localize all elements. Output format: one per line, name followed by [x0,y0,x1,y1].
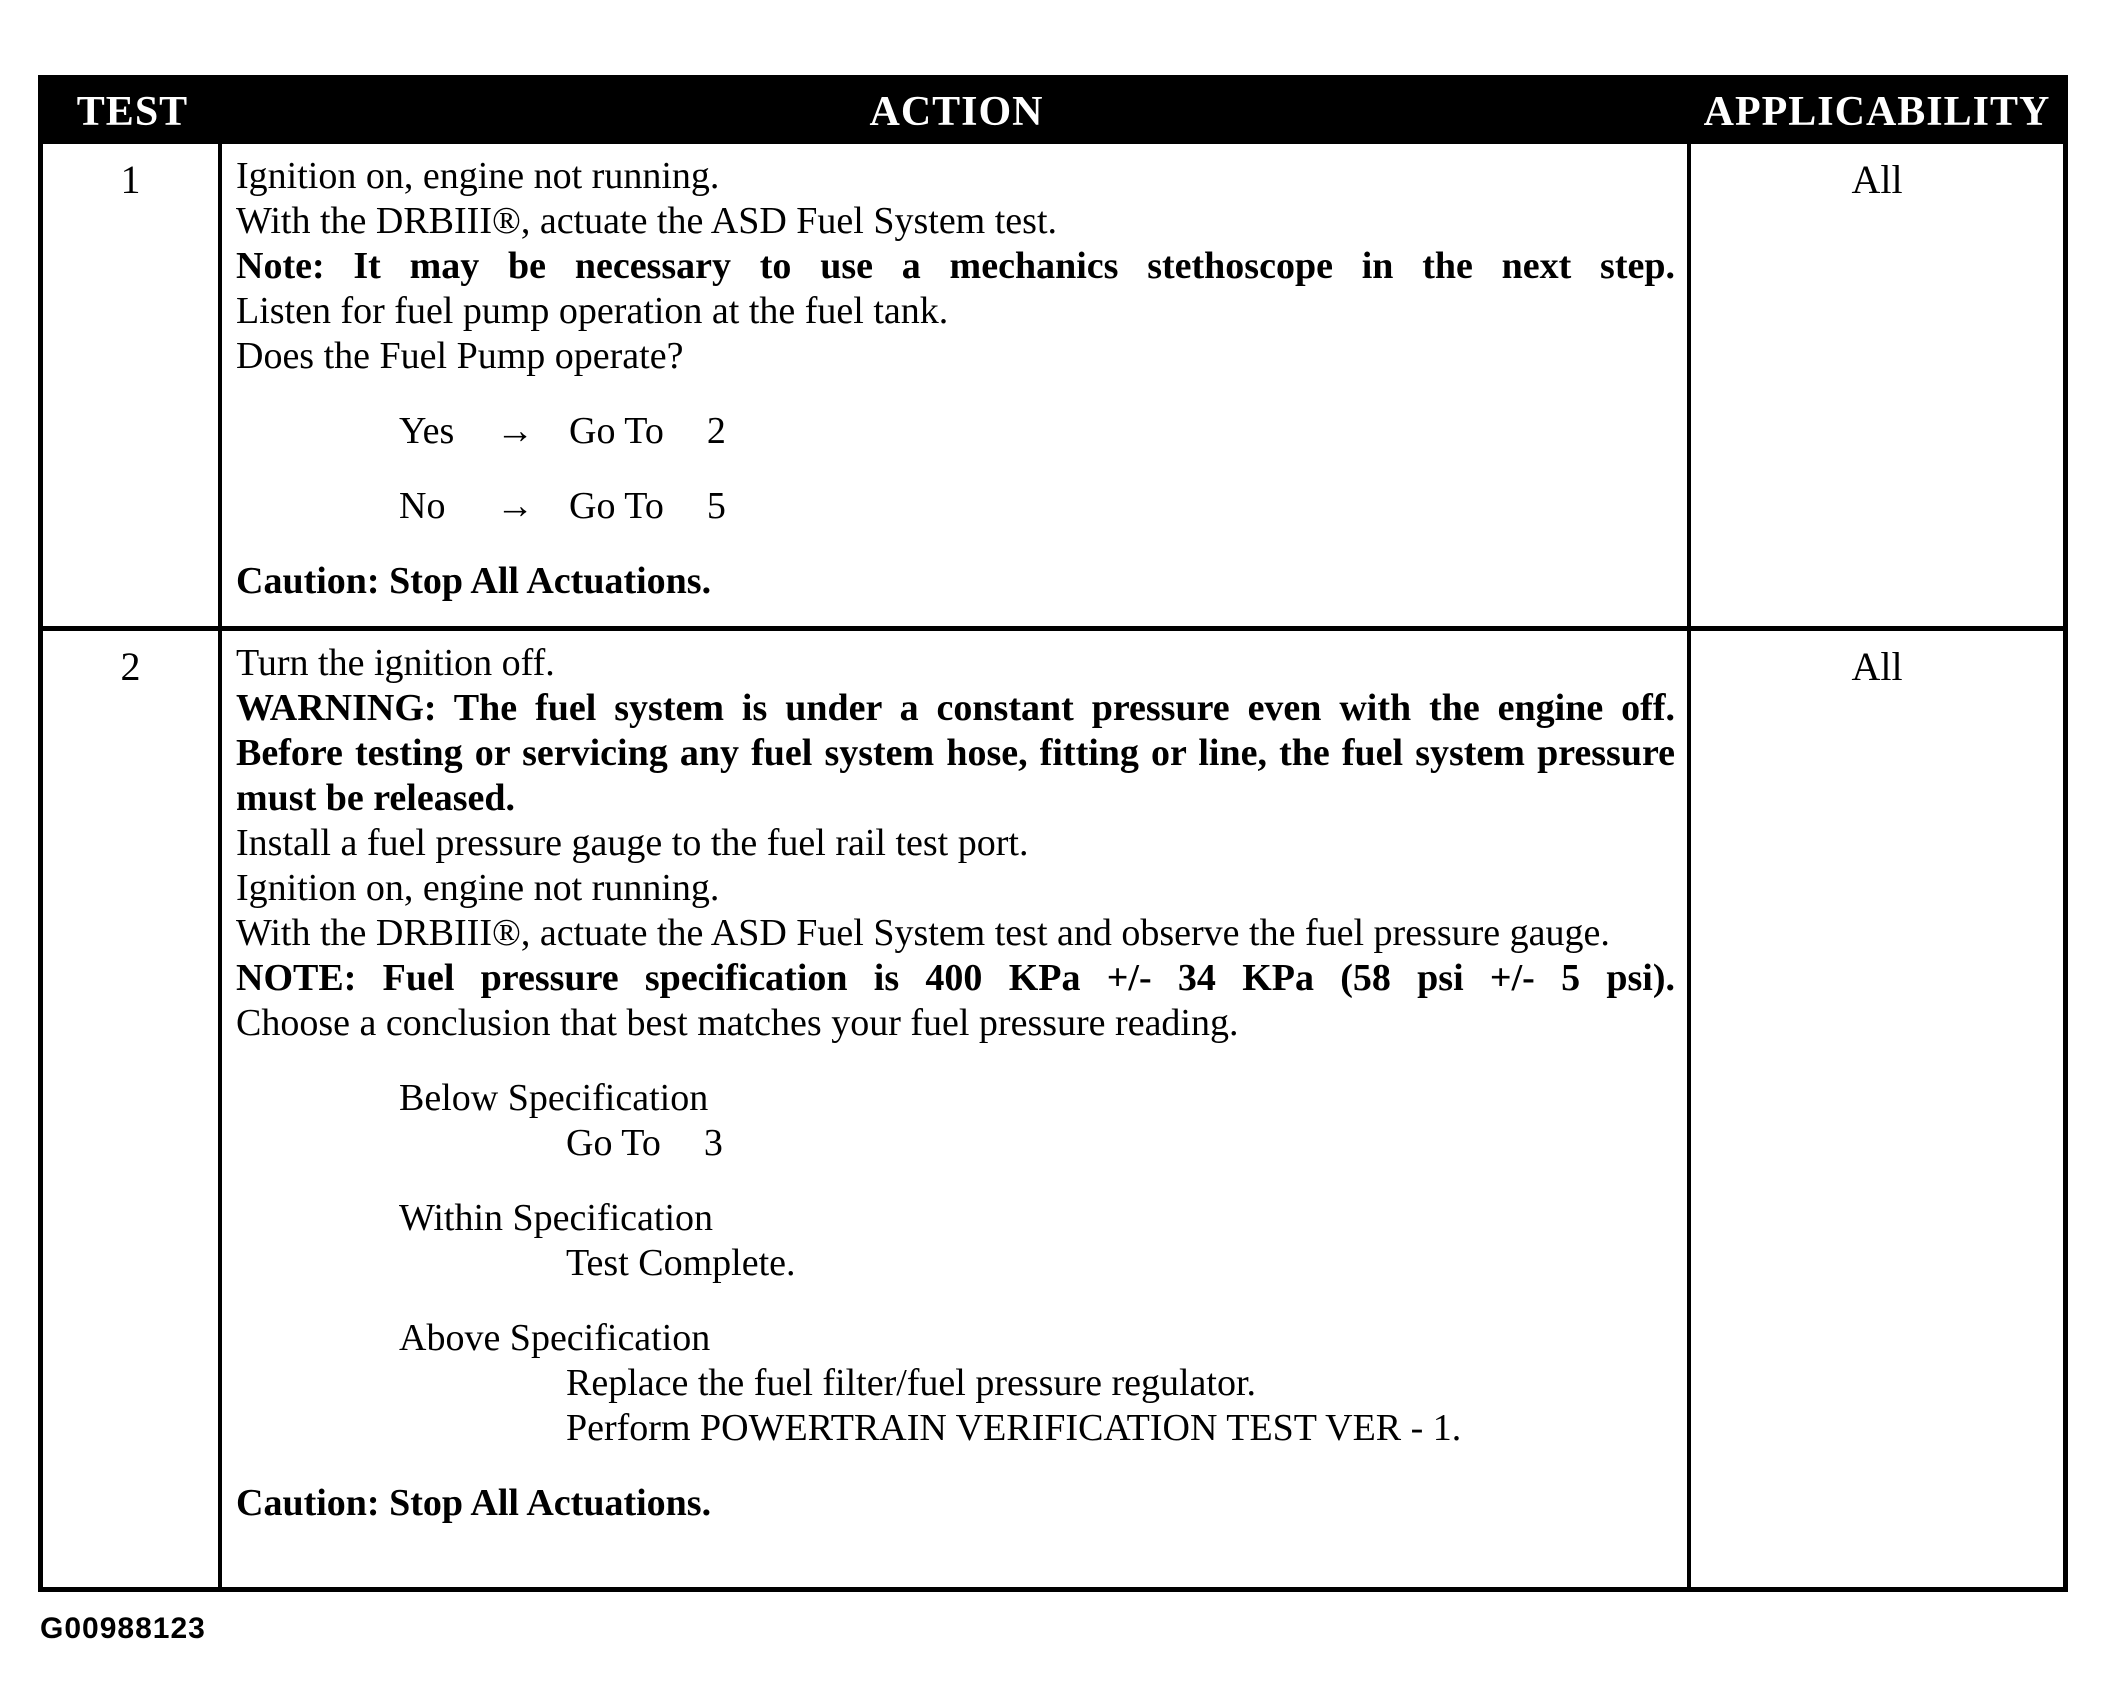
action-question-line: Does the Fuel Pump operate? [236,335,684,377]
goto-step-number: 2 [706,410,726,452]
decision-no-line [236,484,1675,529]
applicability-value: All [1851,157,1903,202]
goto-step-number: 3 [703,1122,723,1164]
test-number: 1 [43,144,222,626]
conclusion-above-label: Above Specification [399,1317,711,1359]
caution-line: Caution: Stop All Actuations. [236,1482,712,1524]
right-arrow-icon: → [496,485,534,527]
action-cell [222,631,1691,1587]
conclusion-within-action: Test Complete. [566,1242,796,1284]
table-row-test-1 [43,144,2063,626]
action-step-line: Choose a conclusion that best matches your fuel pressure reading. [236,1002,1239,1044]
action-step-line: Ignition on, engine not running. [236,155,720,197]
conclusion-below-action [236,1121,1675,1166]
goto-label: Go To [566,1122,661,1164]
conclusion-within-label: Within Specification [399,1197,714,1239]
table-header-row [43,80,2063,144]
header-action: ACTION [869,89,1044,135]
applicability-value: All [1851,644,1903,689]
action-step-line: Install a fuel pressure gauge to the fuel rail test port. [236,822,1029,864]
goto-step-number: 5 [706,485,726,527]
table-row-test-2 [43,626,2063,1587]
note-line: Note: It may be necessary to use a mechanics stethoscope in the next step. [236,245,1675,287]
action-step-line: With the DRBIII®, actuate the ASD Fuel System test. [236,200,1058,242]
goto-label: Go To [569,410,664,452]
right-arrow-icon: → [496,410,534,452]
conclusion-below-label: Below Specification [399,1077,709,1119]
figure-id-label: G00988123 [40,1612,206,1645]
header-test: TEST [76,89,189,135]
note-line: NOTE: Fuel pressure specification is 400 KPa +/- 34 KPa (58 psi +/- 5 psi). [236,957,1675,999]
answer-label: Yes [399,410,455,452]
caution-line: Caution: Stop All Actuations. [236,560,712,602]
goto-label: Go To [569,485,664,527]
test-number: 2 [43,631,222,1587]
action-step-line: With the DRBIII®, actuate the ASD Fuel System test and observe the fuel pressure gauge. [236,912,1610,954]
conclusion-above-action: Replace the fuel filter/fuel pressure regulator. [566,1362,1257,1404]
action-step-line: Ignition on, engine not running. [236,867,720,909]
warning-text: WARNING: The fuel system is under a constant pressure even with the engine off. Before testing or servicing any fuel system hose, fitting or line, the fuel system pressure must be released. [236,687,1675,819]
action-step-line: Turn the ignition off. [236,642,555,684]
conclusion-above-action: Perform POWERTRAIN VERIFICATION TEST VER - 1. [566,1407,1462,1449]
header-applicability: APPLICABILITY [1703,89,2051,135]
action-step-line: Listen for fuel pump operation at the fuel tank. [236,290,949,332]
diagnostic-test-table [38,75,2068,1592]
decision-yes-line [236,409,1675,454]
answer-label: No [399,485,446,527]
action-cell [222,144,1691,626]
